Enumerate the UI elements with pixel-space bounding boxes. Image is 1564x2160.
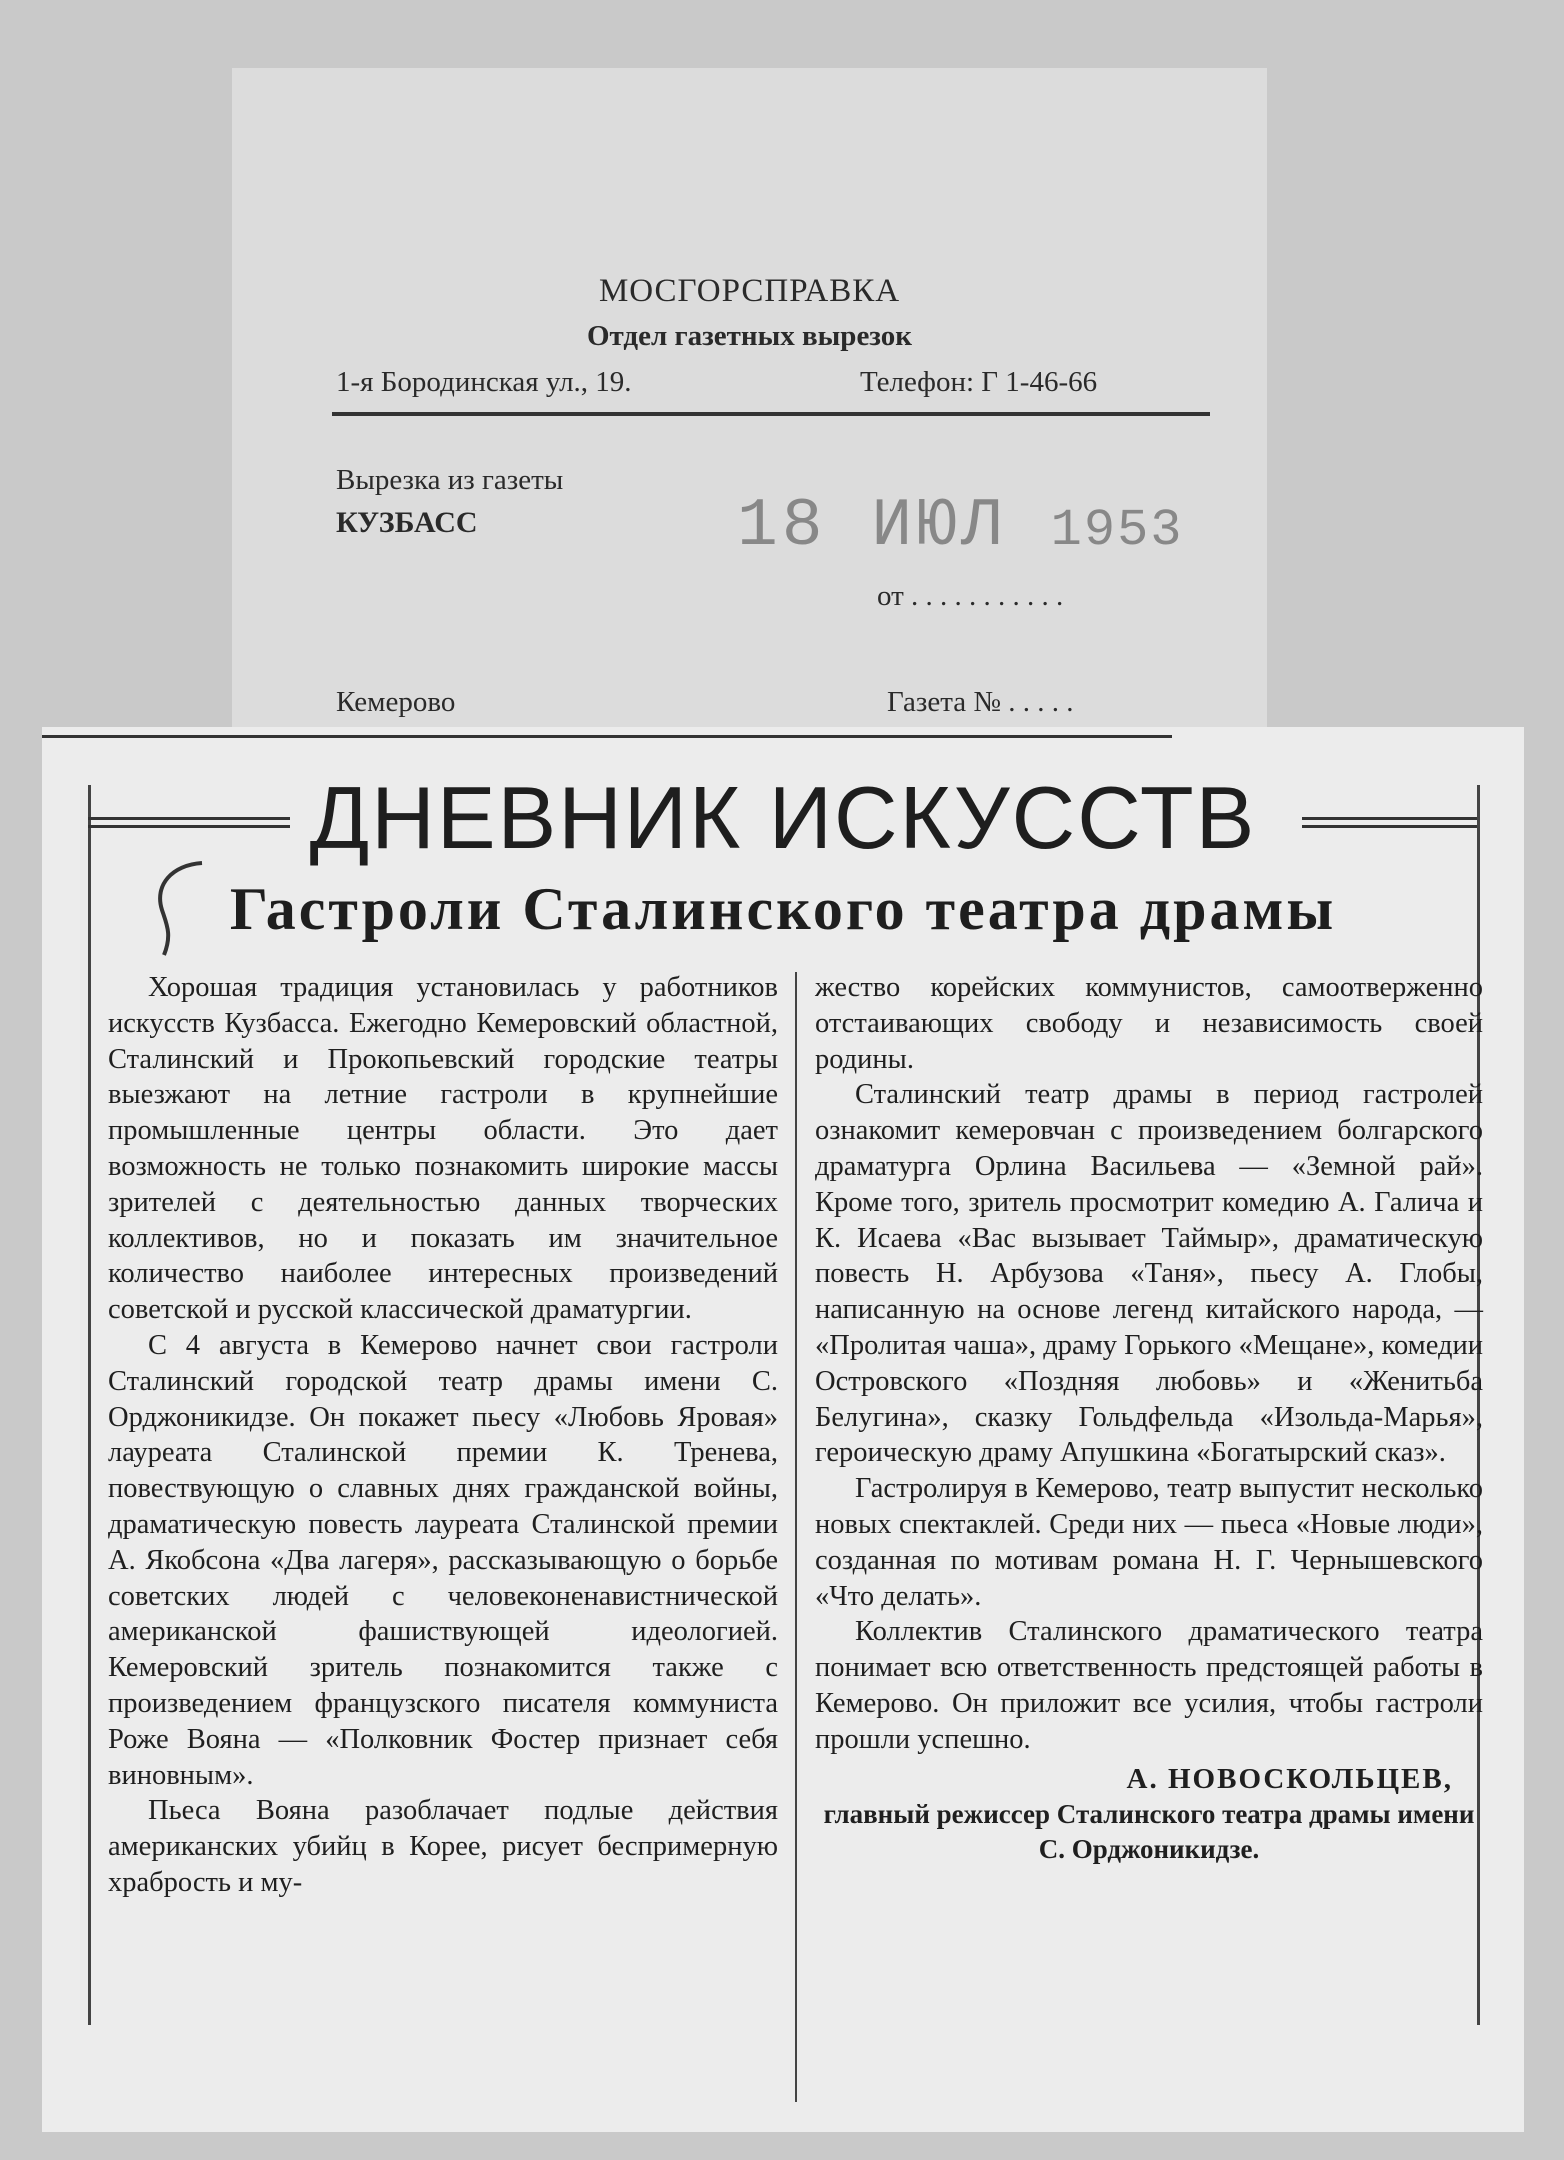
rubric-title xyxy=(42,767,1524,869)
paragraph: Гастролируя в Кемерово, театр выпустит несколько новых спектаклей. Среди них — пьеса «Новые люди», созданная по мотивам романа Н. Г. Чернышевского «Что делать». xyxy=(815,1473,1483,1612)
column-divider xyxy=(795,972,797,2102)
department-name: Отдел газетных вырезок xyxy=(586,320,913,352)
date-stamp xyxy=(737,488,1183,565)
from-field: от . . . . . . . . . . . xyxy=(877,580,1064,612)
paragraph: Пьеса Вояна разоблачает подлые действия американских убийц в Корее, рисует беспримерную храбрость и му- xyxy=(108,1795,778,1898)
paragraph: Хорошая традиция установилась у работников искусств Кузбасса. Ежегодно Кемеровский областной, Сталинский и Прокопьевский городские театры выезжают на летние гастроли в крупнейшие промышленные центры области. Это дает возможность не только познакомить широкие массы зрителей с деятельностью данных творческих коллективов, но и показать им значительное количество наиболее интересных произведений советской и русской классической драматургии. xyxy=(108,972,778,1326)
author-role: главный режиссер Сталинского театра драмы имени С. Орджоникидзе. xyxy=(823,1799,1475,1865)
article-headline: Гастроли Сталинского театра драмы xyxy=(229,876,1337,942)
rubric-text: ДНЕВНИК ИСКУССТВ xyxy=(290,768,1277,867)
stamp-year: 1953 xyxy=(1050,501,1184,560)
article-column-right xyxy=(815,970,1483,1867)
paragraph: жество корейских коммунистов, самоотверженно отстаивающих свободу и независимость своей родины. xyxy=(815,972,1483,1075)
clip-top-rule xyxy=(42,735,1172,738)
source-name: КУЗБАСС xyxy=(336,506,478,539)
newspaper-clipping xyxy=(42,727,1524,2132)
paragraph: С 4 августа в Кемерово начнет свои гастроли Сталинский городской театр драмы имени С. Орджоникидзе. Он покажет пьесу «Любовь Яровая» лауреата Сталинской премии К. Тренева, повествующую о славных днях гражданской войны, драматическую повесть лауреата Сталинской премии А. Якобсона «Два лагеря», рассказывающую о борьбе советских людей с человеконенавистнической американской фашиствующей идеологией. Кемеровский зритель познакомится также с произведением французского писателя коммуниста Роже Вояна — «Полковник Фостер признает себя виновным». xyxy=(108,1329,778,1791)
slip-divider xyxy=(332,412,1210,416)
stamp-date: 18 ИЮЛ xyxy=(737,488,1006,565)
newspaper-number-field: Газета № . . . . . xyxy=(887,686,1074,718)
paragraph: Коллектив Сталинского драматического театра понимает всю ответственность предстоящей работы в Кемерово. Он приложит все усилия, чтобы гастроли прошли успешно. xyxy=(815,1616,1483,1755)
source-label: Вырезка из газеты xyxy=(336,464,564,496)
article-column-left xyxy=(108,970,778,1901)
organization-name: МОСГОРСПРАВКА xyxy=(598,273,901,309)
phone: Телефон: Г 1-46-66 xyxy=(860,366,1098,398)
city: Кемерово xyxy=(336,686,456,718)
paragraph: Сталинский театр драмы в период гастролей ознакомит кемеровчан с произведением болгарского драматурга Орлина Васильева — «Земной рай». Кроме того, зритель просмотрит комедию А. Галича и К. Исаева «Вас вызывает Таймыр», драматическую повесть Н. Арбузова «Таня», пьесу А. Глобы, написанную на основе легенд китайского народа, — «Пролитая чаша», драму Горького «Мещане», комедии Островского «Поздняя любовь» и «Женитьба Белугина», сказку Гольдфельда «Изольда-Марья», героическую драму Апушкина «Богатырский сказ». xyxy=(815,1079,1483,1469)
author-name: А. НОВОСКОЛЬЦЕВ, xyxy=(1126,1762,1453,1795)
clipping-service-slip xyxy=(232,68,1267,738)
address: 1-я Бородинская ул., 19. xyxy=(336,366,632,398)
